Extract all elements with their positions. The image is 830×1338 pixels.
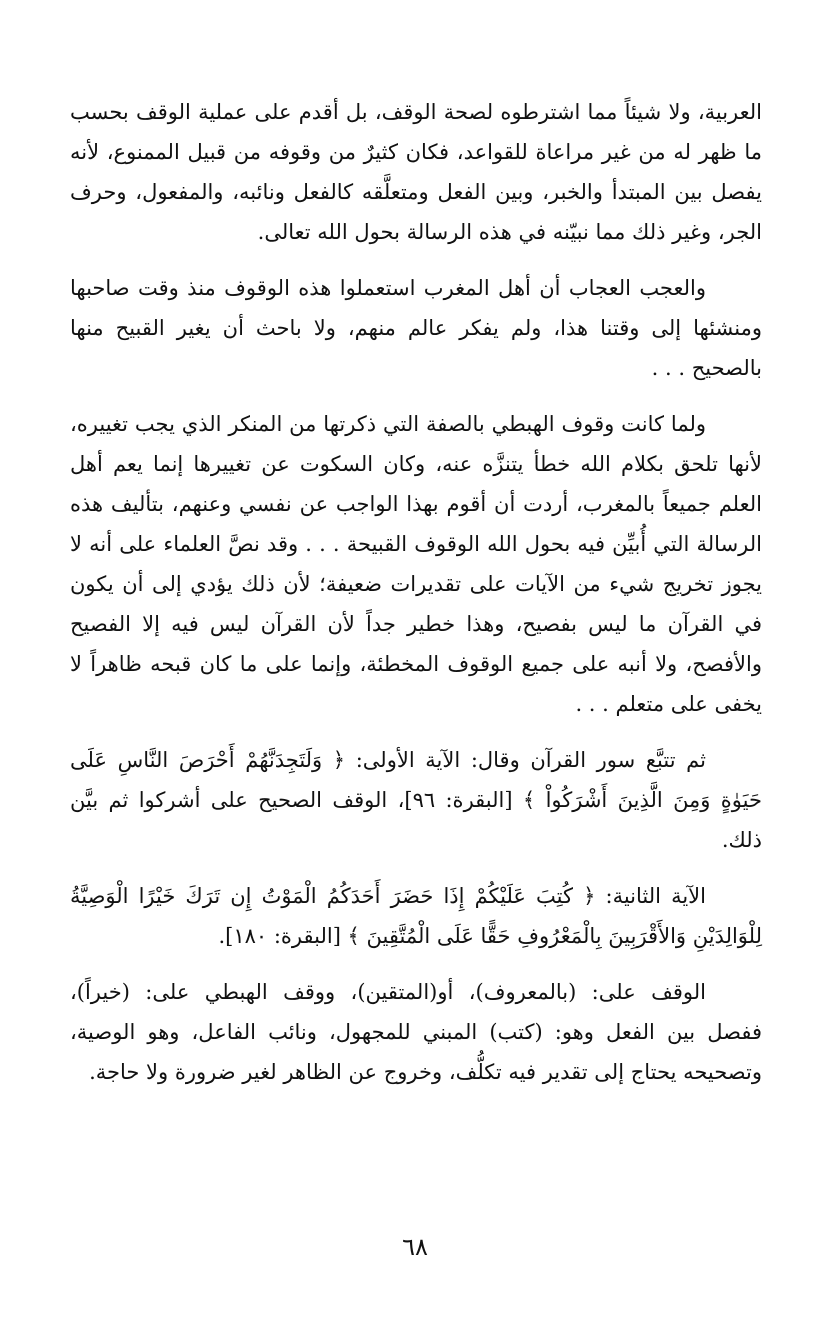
paragraph-2: والعجب العجاب أن أهل المغرب استعملوا هذه الوقوف منذ وقت صاحبها ومنشئها إلى وقتنا هذا، ولم يفكر عالم منهم، ولا باحث أن يغير القبيح منها بالصحيح . . . [70,276,762,380]
paragraph-6: الوقف على: (بالمعروف)، أو(المتقين)، ووقف الهبطي على: (خيراً)، ففصل بين الفعل وهو: (كتب) المبني للمجهول، ونائب الفاعل، وهو الوصية، وتصحيحه يحتاج إلى تقدير فيه تكلُّف، وخروج عن الظاهر لغير ضرورة ولا حاجة. [70,980,762,1084]
paragraph-1: العربية، ولا شيئاً مما اشترطوه لصحة الوقف، بل أقدم على عملية الوقف بحسب ما ظهر له من غير مراعاة للقواعد، فكان كثيرٌ من وقوفه من قبيل الممنوع، لأنه يفصل بين المبتدأ والخبر، وبين الفعل ومتعلَّقه كالفعل ونائبه، والمفعول، وحرف الجر، وغير ذلك مما نبيّنه في هذه الرسالة بحول الله تعالى. [70,100,762,244]
paragraph-5-quran-verse-2: الآية الثانية: ﴿ كُتِبَ عَلَيْكُمْ إِذَا حَضَرَ أَحَدَكُمُ الْمَوْتُ إِن تَرَكَ خَيْرًا الْوَصِيَّةُ لِلْوَالِدَيْنِ وَالأَقْرَبِينَ بِالْمَعْرُوفِ حَقًّا عَلَى الْمُتَّقِينَ ﴾ [البقرة: ١٨٠]. [70,884,762,948]
page-body [70,92,762,1092]
paragraph-3: ولما كانت وقوف الهبطي بالصفة التي ذكرتها من المنكر الذي يجب تغييره، لأنها تلحق بكلام الله خطأ يتنزَّه عنه، وكان السكوت عن تغييرها إنما يعم أهل العلم جميعاً بالمغرب، أردت أن أقوم بهذا الواجب عن نفسي وعنهم، بتأليف هذه الرسالة التي أُبيِّن فيه بحول الله الوقوف القبيحة . . . وقد نصَّ العلماء على أنه لا يجوز تخريج شيء من الآيات على تقديرات ضعيفة؛ لأن ذلك يؤدي إلى أن يكون في القرآن ما ليس بفصيح، وهذا خطير جداً لأن القرآن ليس فيه إلا الفصيح والأفصح، ولا أنبه على جميع الوقوف المخطئة، وإنما على ما كان قبحه ظاهراً لا يخفى على متعلم . . . [70,412,762,716]
paragraph-4-quran-verse-1: ثم تتبَّع سور القرآن وقال: الآية الأولى: ﴿ وَلَتَجِدَنَّهُمْ أَحْرَصَ النَّاسِ عَلَى حَيَوٰةٍ وَمِنَ الَّذِينَ أَشْرَكُواْ ﴾ [البقرة: ٩٦]، الوقف الصحيح على أشركوا ثم بيَّن ذلك. [70,748,762,852]
page-number: ٦٨ [402,1233,428,1261]
